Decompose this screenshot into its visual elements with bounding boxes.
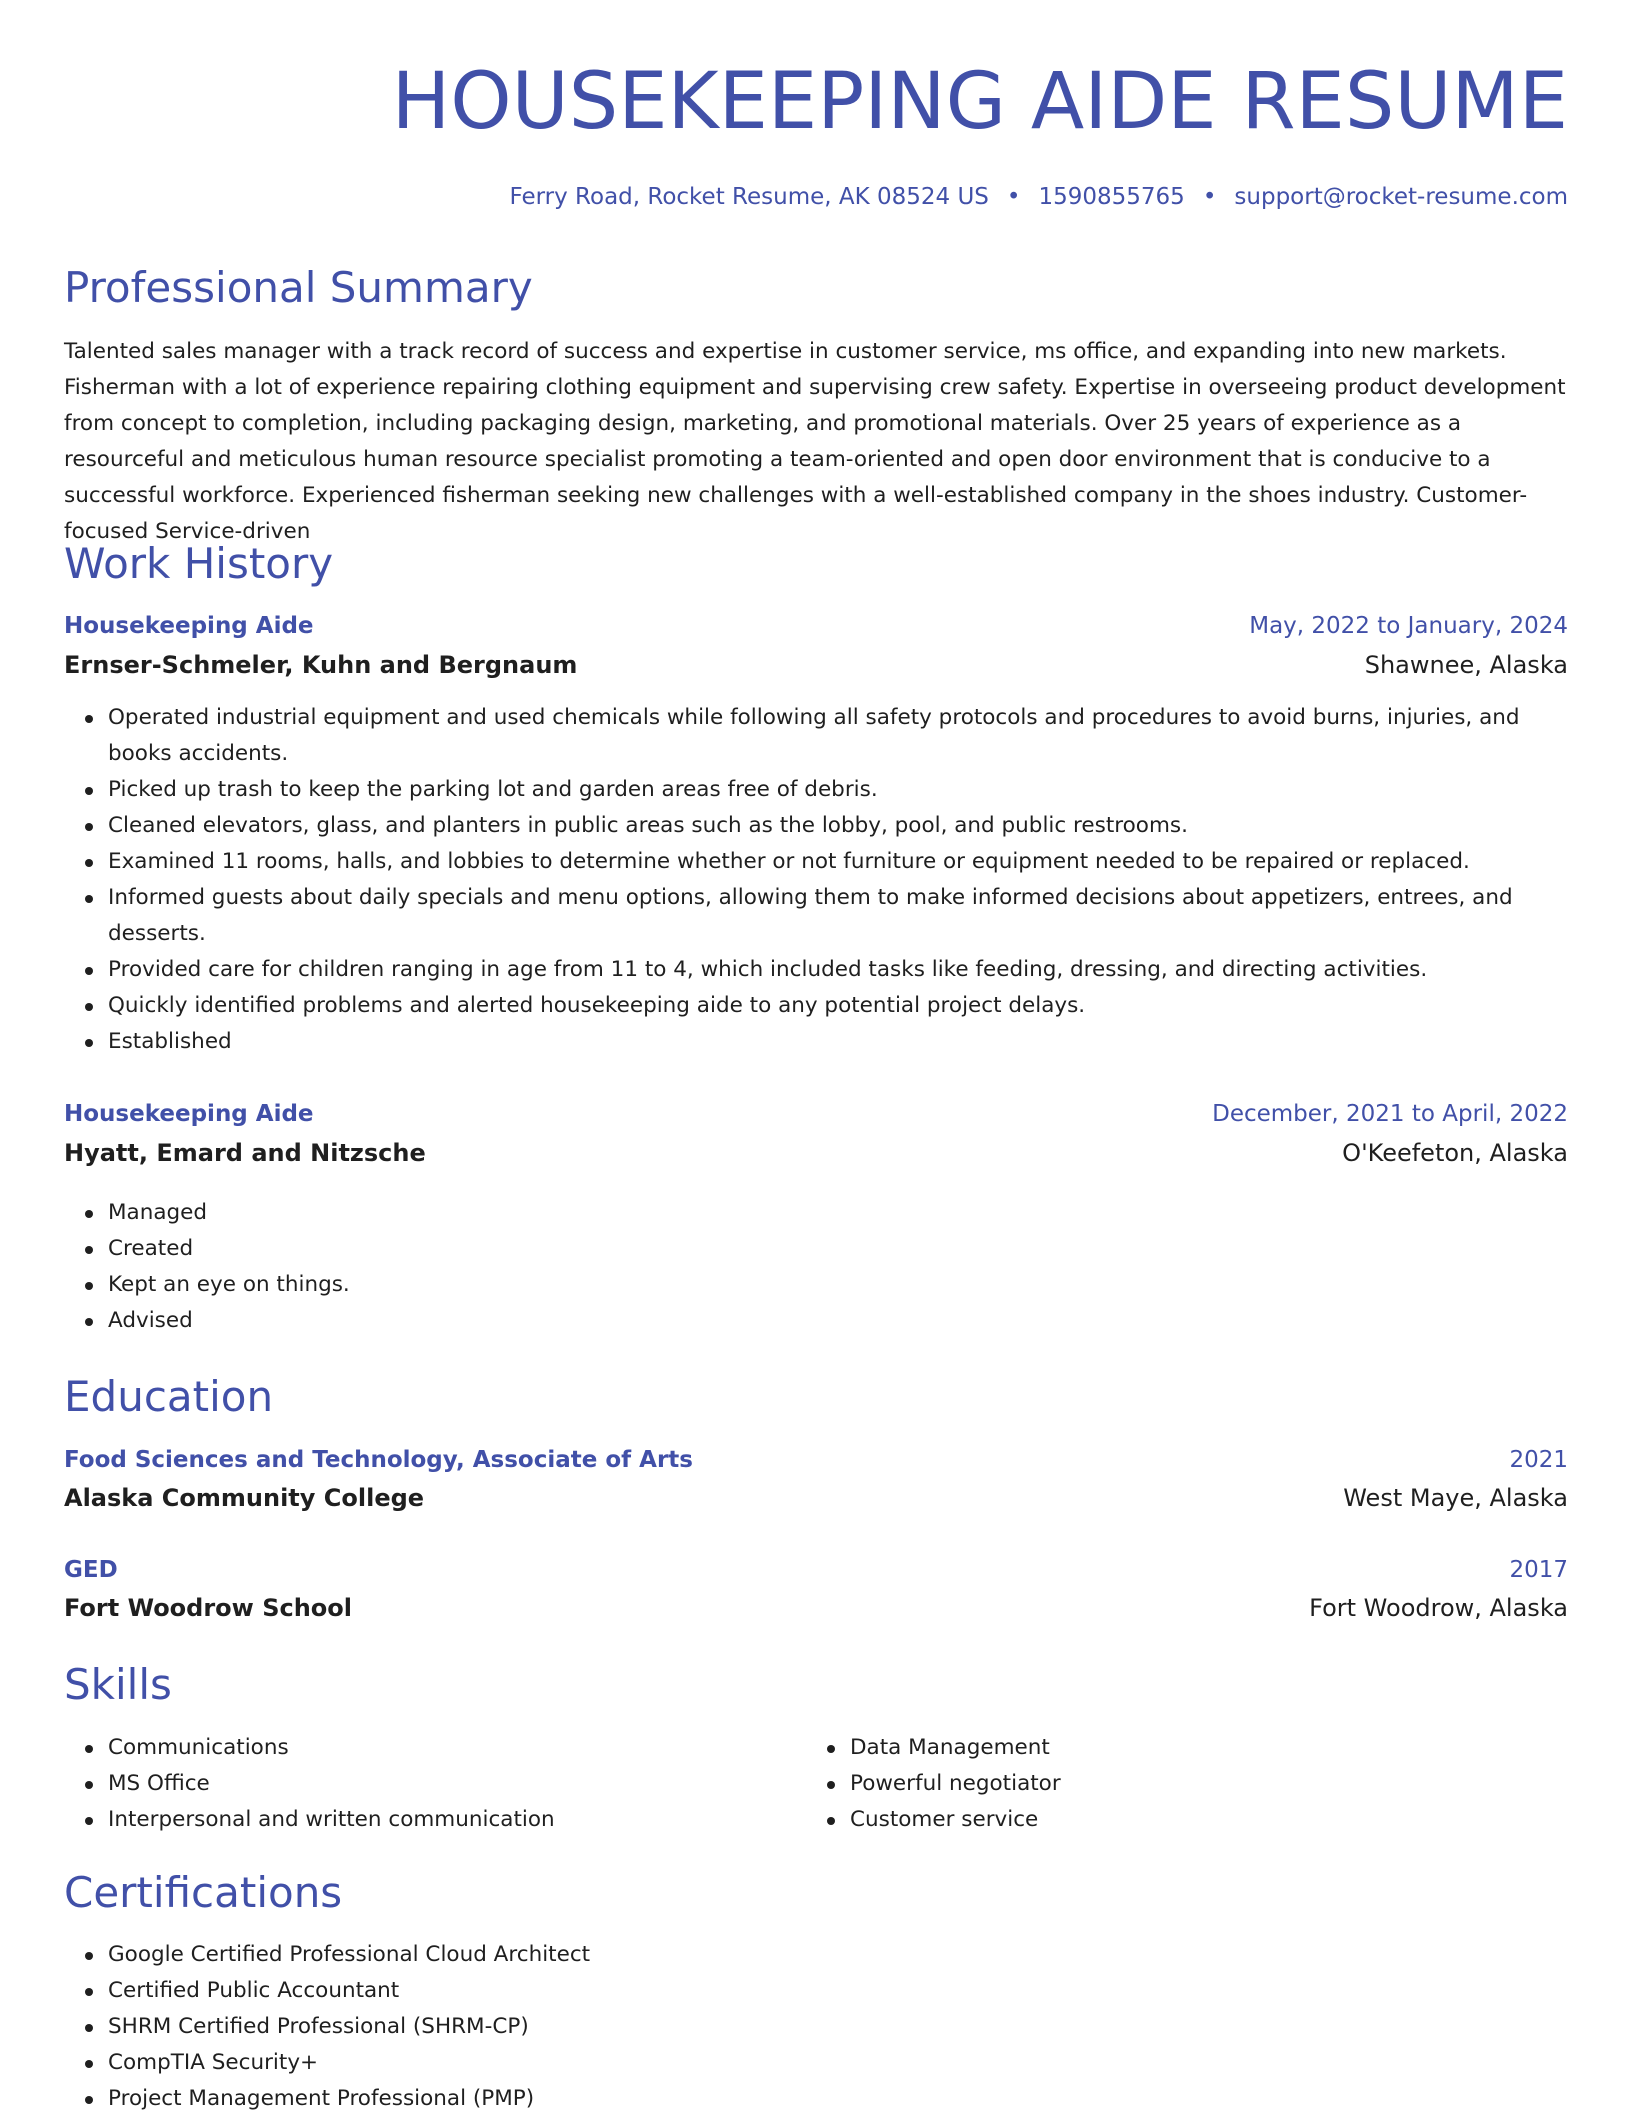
job-bullets (64, 700, 1584, 1060)
job-dates: May, 2022 to January, 2024 (1249, 613, 1568, 639)
list-item: Data Management (850, 1730, 1540, 1766)
list-item: Customer service (850, 1802, 1540, 1838)
job-header (64, 609, 1568, 643)
job-header (64, 1097, 1568, 1131)
job-company: Ernser-Schmeler, Kuhn and Bergnaum (64, 651, 578, 679)
education-subheader (64, 1591, 1568, 1625)
list-item: Certified Public Accountant (108, 1973, 1108, 2009)
list-item: Project Management Professional (PMP) (108, 2081, 1108, 2117)
list-item: Kept an eye on things. (108, 1267, 1584, 1303)
section-heading-certifications: Certifications (64, 1868, 343, 1917)
job-location: O'Keefeton, Alaska (1342, 1139, 1568, 1167)
job-title: Housekeeping Aide (64, 613, 314, 639)
list-item: Informed guests about daily specials and menu options, allowing them to make informed decisions about appetizers, entrees, and desserts. (108, 880, 1584, 952)
job-title: Housekeeping Aide (64, 1101, 314, 1127)
list-item: Cleaned elevators, glass, and planters in public areas such as the lobby, pool, and public restrooms. (108, 808, 1584, 844)
phone[interactable]: 1590855765 (1038, 184, 1185, 210)
job-subheader (64, 648, 1568, 682)
separator-dot: • (1006, 184, 1021, 210)
list-item: Established (108, 1024, 1584, 1060)
job-bullets (64, 1195, 1584, 1339)
contact-line (510, 181, 1569, 213)
resume-title: HOUSEKEEPING AIDE RESUME (391, 57, 1568, 147)
certifications-list (64, 1937, 1108, 2117)
list-item: Picked up trash to keep the parking lot and garden areas free of debris. (108, 772, 1584, 808)
education-year: 2017 (1509, 1557, 1568, 1583)
job-location: Shawnee, Alaska (1364, 651, 1568, 679)
list-item: Powerful negotiator (850, 1766, 1540, 1802)
summary-text: Talented sales manager with a track record of success and expertise in customer service, ms office, and expanding into new markets. Fisherman with a lot of experience repairing clothing equipment and supervising crew safety. Expertise in overseeing product development from concept to completion, including packaging design, marketing, and promotional materials. Over 25 years of experience as a resourceful and meticulous human resource specialist promoting a team-oriented and open door environment that is conducive to a successful workforce. Experienced fisherman seeking new challenges with a well-established company in the shoes industry. Customer-focused Service-driven (64, 339, 1566, 544)
degree: GED (64, 1557, 118, 1583)
list-item: Operated industrial equipment and used chemicals while following all safety protocols and procedures to avoid burns, injuries, and books accidents. (108, 700, 1584, 772)
address: Ferry Road, Rocket Resume, AK 08524 US (509, 184, 989, 210)
list-item: Advised (108, 1303, 1584, 1339)
list-item: Created (108, 1231, 1584, 1267)
school-location: West Maye, Alaska (1343, 1484, 1568, 1512)
school-location: Fort Woodrow, Alaska (1309, 1594, 1568, 1622)
list-item: MS Office (108, 1766, 798, 1802)
education-year: 2021 (1509, 1447, 1568, 1473)
section-heading-education: Education (64, 1372, 274, 1421)
skills-list-left (64, 1730, 798, 1838)
email-link[interactable]: support@rocket-resume.com (1234, 184, 1568, 210)
education-header (64, 1553, 1568, 1587)
section-heading-work-history: Work History (64, 539, 334, 588)
list-item: Managed (108, 1195, 1584, 1231)
list-item: Examined 11 rooms, halls, and lobbies to determine whether or not furniture or equipment needed to be repaired or replaced. (108, 844, 1584, 880)
school: Fort Woodrow School (64, 1594, 352, 1622)
skills-list-right (806, 1730, 1540, 1838)
list-item: Google Certified Professional Cloud Architect (108, 1937, 1108, 1973)
degree: Food Sciences and Technology, Associate of Arts (64, 1447, 693, 1473)
section-heading-summary: Professional Summary (64, 263, 533, 312)
list-item: Provided care for children ranging in age from 11 to 4, which included tasks like feeding, dressing, and directing activities. (108, 952, 1584, 988)
school: Alaska Community College (64, 1484, 425, 1512)
job-dates: December, 2021 to April, 2022 (1212, 1101, 1568, 1127)
job-subheader (64, 1136, 1568, 1170)
section-heading-skills: Skills (64, 1660, 172, 1709)
education-subheader (64, 1481, 1568, 1515)
list-item: CompTIA Security+ (108, 2045, 1108, 2081)
list-item: Interpersonal and written communication (108, 1802, 798, 1838)
list-item: SHRM Certified Professional (SHRM-CP) (108, 2009, 1108, 2045)
list-item: Communications (108, 1730, 798, 1766)
job-company: Hyatt, Emard and Nitzsche (64, 1139, 426, 1167)
separator-dot: • (1202, 184, 1217, 210)
education-header (64, 1443, 1568, 1477)
list-item: Quickly identified problems and alerted housekeeping aide to any potential project delays. (108, 988, 1584, 1024)
